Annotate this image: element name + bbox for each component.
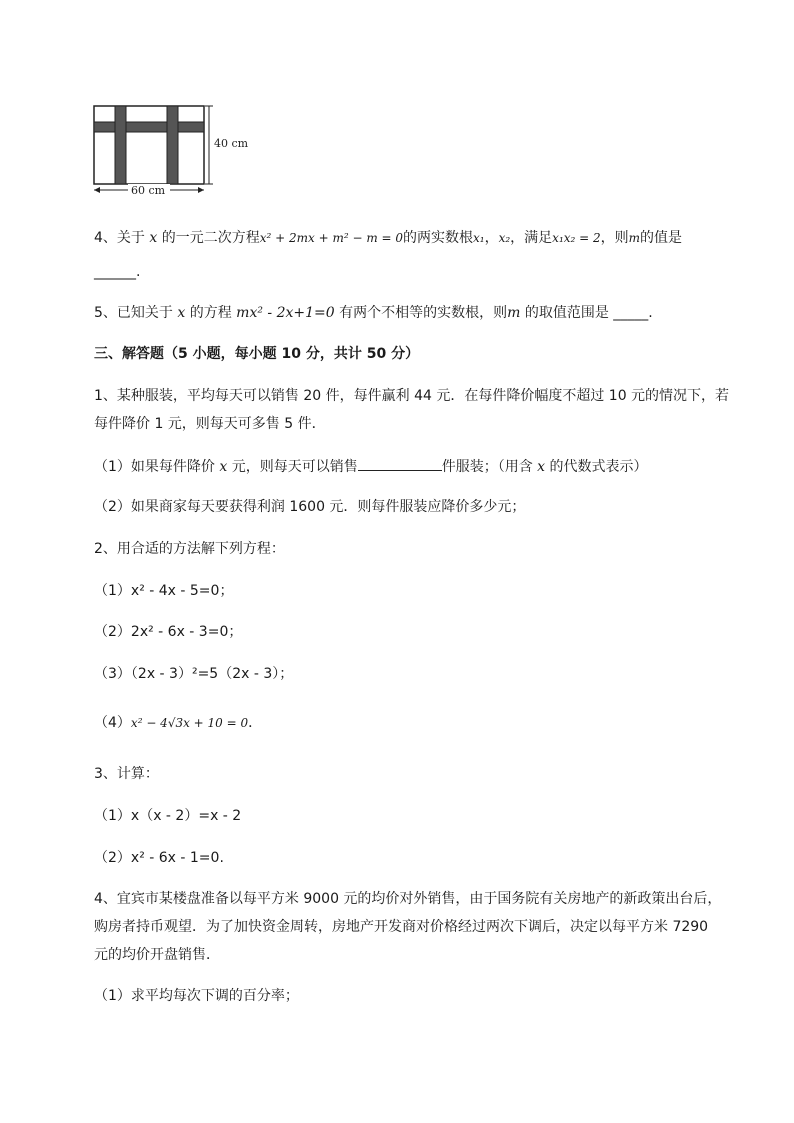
problem-2-title: 2、用合适的方法解下列方程： [94, 541, 285, 557]
width-arrow-right [198, 187, 204, 193]
p2-e4-label: （4） [94, 715, 131, 731]
q5-equation: mx² - 2x+1=0 [236, 305, 335, 321]
problem-4-line-1: 4、宜宾市某楼盘准备以每平方米 9000 元的均价对外销售，由于国务院有关房地产的新政策出台后， [94, 891, 722, 907]
problem-2-eq-3: （3）（2x - 3）²=5（2x - 3）； [94, 666, 294, 682]
q4-root2: x₂ [498, 231, 511, 245]
width-label: 60 cm [131, 184, 166, 197]
q4-ask: ，则 [600, 230, 629, 246]
problem-4-sub-1: （1）求平均每次下调的百分率； [94, 988, 299, 1004]
q4-middle: 的一元二次方程 [157, 230, 260, 246]
p1-sub1-var2: x [537, 459, 546, 475]
q5-prefix: 5、已知关于 [94, 305, 178, 321]
q4-equation: x² + 2mx + m² − m = 0 [259, 231, 404, 245]
p2-e4-end: ． [248, 715, 263, 731]
q4-cond-text: ，满足 [510, 230, 553, 246]
problem-1-sub-1 [94, 455, 648, 477]
q5-tail: 的取值范围是 _____. [520, 305, 653, 321]
outer-rectangle [94, 106, 204, 184]
q5-text: 有两个不相等的实数根，则 [334, 305, 508, 321]
problem-3-eq-1: （1）x（x - 2）=x - 2 [94, 808, 242, 824]
question-4 [94, 228, 682, 248]
q4-condition: x₁x₂ = 2 [552, 231, 601, 245]
problem-3-eq-2: （2）x² - 6x - 1=0. [94, 850, 224, 866]
problem-1-line-1: 1、某种服装，平均每天可以销售 20 件，每件赢利 44 元．在每件降价幅度不超过 10 元的情况下，若 [94, 388, 730, 404]
problem-4-line-3: 元的均价开盘销售． [94, 947, 220, 963]
q4-var-m: m [628, 231, 641, 245]
problem-2-eq-1: （1）x² - 4x - 5=0； [94, 583, 234, 599]
q4-prefix: 4、关于 [94, 230, 150, 246]
q5-var-x: x [177, 305, 186, 321]
q4-answer-blank: ______. [94, 264, 141, 280]
p1-sub1-var: x [219, 459, 228, 475]
height-label: 40 cm [214, 137, 249, 150]
q4-roots-text: 的两实数根 [403, 230, 474, 246]
p1-sub1-post: 件服装；（用含 [441, 459, 538, 475]
q4-sep: ， [484, 230, 499, 246]
p1-sub1-end: 的代数式表示） [545, 459, 648, 475]
problem-3-title: 3、计算： [94, 766, 159, 782]
problem-4-line-2: 购房者持币观望．为了加快资金周转，房地产开发商对价格经过两次下调后，决定以每平方米 7290 [94, 919, 709, 935]
vertical-strip-left [115, 106, 126, 184]
problem-2-eq-4 [94, 713, 262, 733]
p1-sub1-mid: 元，则每天可以销售 [227, 459, 358, 475]
q5-var-m: m [507, 305, 521, 321]
q5-middle: 的方程 [185, 305, 237, 321]
vertical-strip-right [167, 106, 178, 184]
q4-var-x: x [149, 230, 158, 246]
p1-sub1-pre: （1）如果每件降价 [94, 459, 220, 475]
horizontal-strip [94, 122, 204, 132]
p2-e4-equation: x² − 4√3x + 10 = 0 [130, 716, 249, 730]
section-3-title: 三、解答题（5 小题，每小题 10 分，共计 50 分） [94, 346, 420, 362]
answer-blank[interactable] [358, 455, 442, 471]
problem-1-line-2: 每件降价 1 元，则每天可多售 5 件． [94, 416, 326, 432]
q4-tail: 的值是 [640, 230, 683, 246]
problem-2-eq-2: （2）2x² - 6x - 3=0； [94, 624, 243, 640]
q4-root1: x₁ [473, 231, 485, 245]
problem-1-sub-2: （2）如果商家每天要获得利润 1600 元．则每件服装应降价多少元； [94, 499, 526, 515]
rectangle-strip-figure [88, 98, 268, 198]
width-arrow-left [94, 187, 100, 193]
question-5 [94, 303, 653, 323]
